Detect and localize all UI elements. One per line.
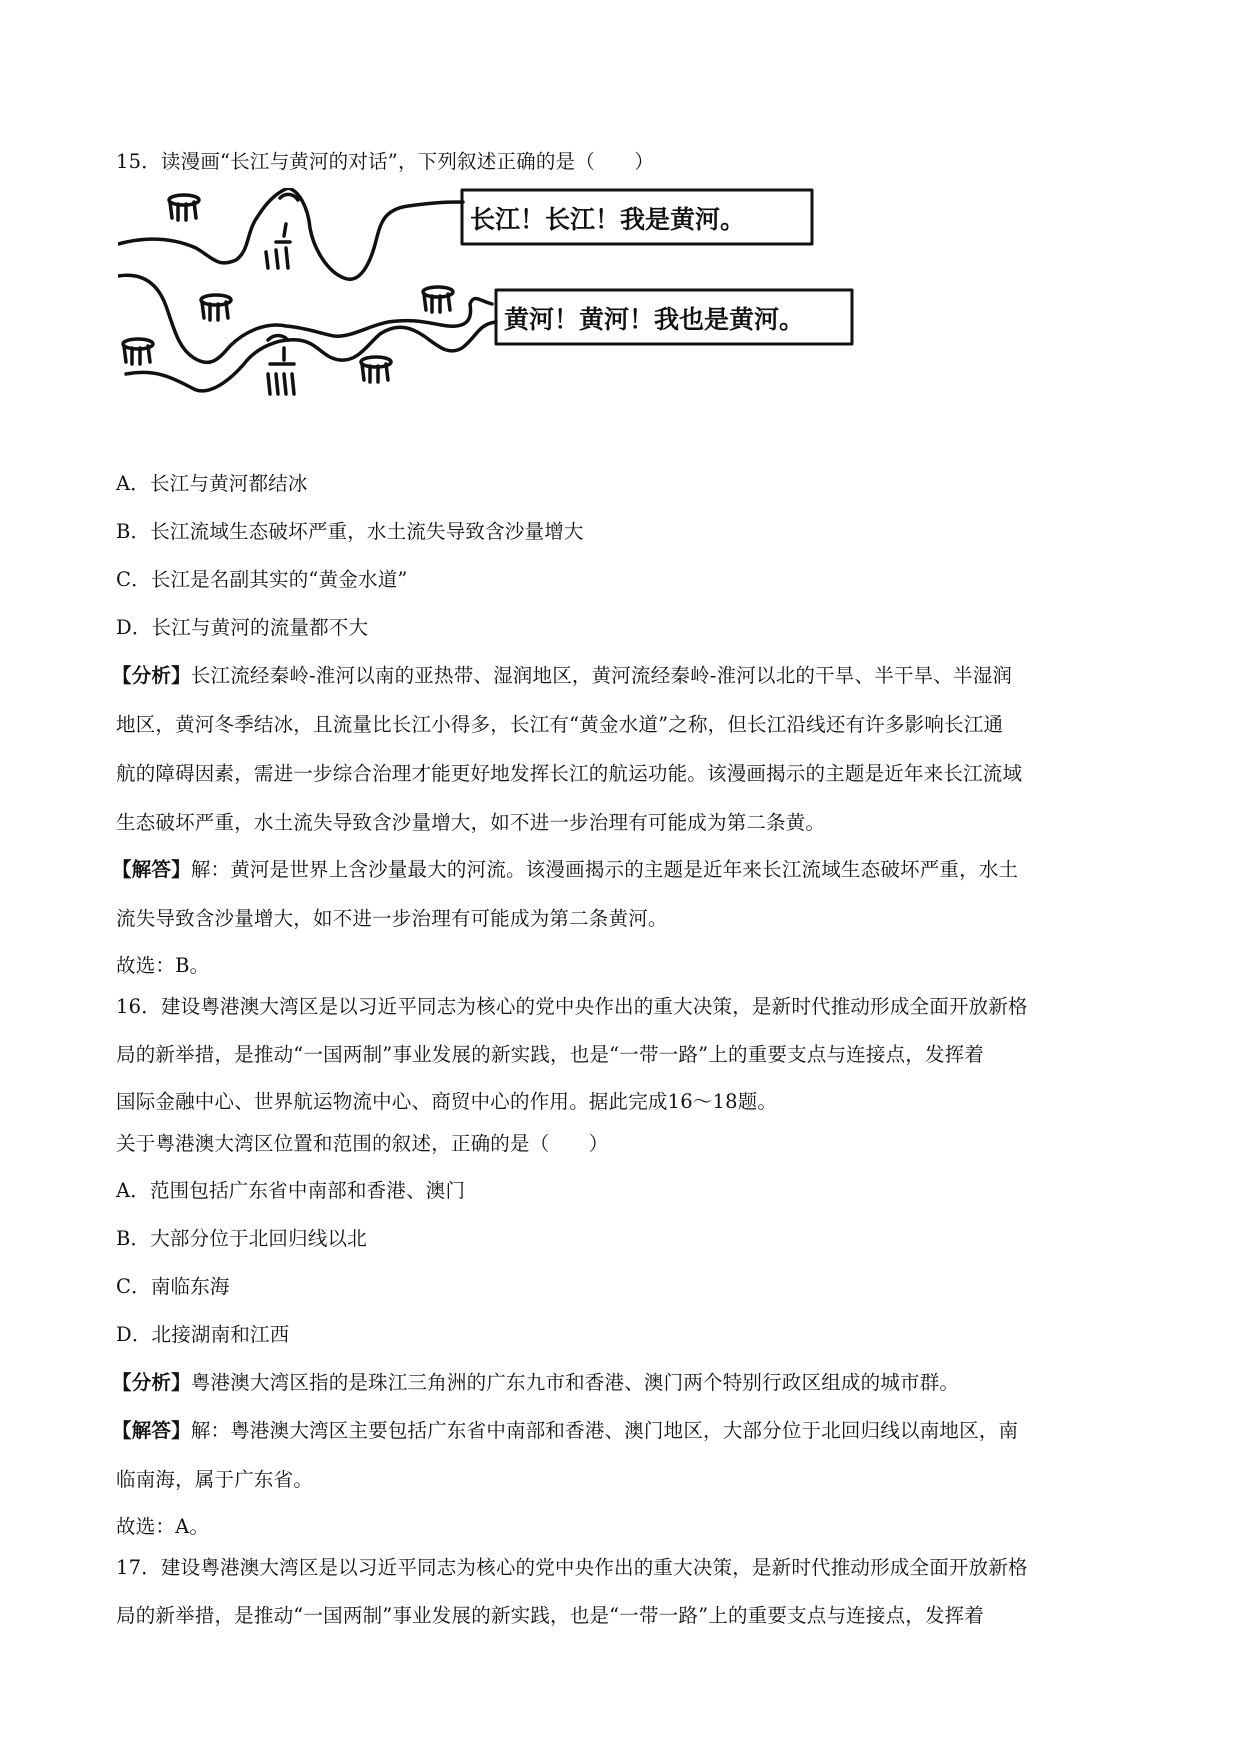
- lower-face-brow: [268, 336, 288, 341]
- lower-face-beard: [268, 374, 294, 394]
- q15-answer-text-1: 解：黄河是世界上含沙量最大的河流。该漫画揭示的主题是近年来长江流域生态破坏严重，水土: [190, 858, 1019, 881]
- q15-answer-tag: 【解答】: [112, 858, 191, 881]
- q15-analysis-line-2: 地区，黄河冬季结冰，且流量比长江小得多，长江有“黄金水道”之称，但长江沿线还有许多影响长江通: [116, 713, 1004, 736]
- upper-face-brow: [280, 194, 298, 200]
- q16-stem-line-2: 局的新举措，是推动“一国两制”事业发展的新实践，也是“一带一路”上的重要支点与连接点，发挥着: [116, 1043, 985, 1066]
- upper-face-beard: [266, 248, 288, 268]
- q15-option-a: A．长江与黄河都结冰: [116, 472, 308, 495]
- q16-choice: 故选：A。: [116, 1515, 210, 1538]
- river-dialogue-cartoon: [118, 188, 918, 450]
- q16-option-a: A．范围包括广东省中南部和香港、澳门: [116, 1179, 466, 1202]
- q15-analysis-text-1: 长江流经秦岭-淮河以南的亚热带、湿润地区，黄河流经秦岭-淮河以北的干旱、半干旱、半湿润: [190, 664, 1013, 687]
- q17-stem-line-2: 局的新举措，是推动“一国两制”事业发展的新实践，也是“一带一路”上的重要支点与连接点，发挥着: [116, 1604, 985, 1627]
- upper-face-nose: [284, 224, 286, 236]
- q15-choice: 故选：B。: [116, 954, 210, 977]
- q16-option-b: B．大部分位于北回归线以北: [116, 1227, 367, 1250]
- q16-stem-line-3: 国际金融中心、世界航运物流中心、商贸中心的作用。据此完成16～18题。: [116, 1090, 778, 1113]
- q16-analysis-line-1: [112, 1369, 1122, 1397]
- stump-icon-4: [123, 339, 153, 364]
- q16-answer-line-1: [112, 1417, 1122, 1445]
- q15-analysis-line-4: 生态破坏严重，水土流失导致含沙量增大，如不进一步治理有可能成为第二条黄。: [116, 811, 826, 834]
- q15-analysis-line-3: 航的障碍因素，需进一步综合治理才能更好地发挥长江的航运功能。该漫画揭示的主题是近年来长江流域: [116, 762, 1023, 785]
- stump-icon-5: [361, 357, 391, 382]
- q15-analysis-tag: 【分析】: [112, 664, 191, 687]
- q15-analysis-line-1: [112, 662, 1122, 690]
- speech-bubble-bottom-text: 黄河！黄河！我也是黄河。: [504, 305, 805, 334]
- stump-icon-1: [169, 195, 199, 220]
- speech-bubble-top-text: 长江！长江！我是黄河。: [470, 205, 746, 234]
- stump-icon-3: [423, 287, 453, 312]
- q16-stem-line-1: 16．建设粤港澳大湾区是以习近平同志为核心的党中央作出的重大决策，是新时代推动形成全面开放新格: [116, 995, 1028, 1018]
- q16-option-d: D．北接湖南和江西: [116, 1323, 290, 1346]
- q16-stem-line-4: 关于粤港澳大湾区位置和范围的叙述，正确的是（ ）: [116, 1132, 609, 1155]
- q16-option-c: C．南临东海: [116, 1275, 230, 1298]
- q15-answer-line-2: 流失导致含沙量增大，如不进一步治理有可能成为第二条黄河。: [116, 907, 668, 930]
- stump-icon-2: [201, 295, 231, 320]
- q15-option-d: D．长江与黄河的流量都不大: [116, 616, 369, 639]
- lower-river-outline: [126, 322, 496, 391]
- q16-analysis-text-1: 粤港澳大湾区指的是珠江三角洲的广东九市和香港、澳门两个特别行政区组成的城市群。: [190, 1371, 960, 1394]
- q15-option-c: C．长江是名副其实的“黄金水道”: [116, 568, 408, 591]
- upper-river-outline-2: [288, 188, 463, 279]
- q16-answer-tag: 【解答】: [112, 1419, 191, 1442]
- q17-stem-line-1: 17．建设粤港澳大湾区是以习近平同志为核心的党中央作出的重大决策，是新时代推动形成全面开放新格: [116, 1556, 1028, 1579]
- q16-analysis-tag: 【分析】: [112, 1371, 191, 1394]
- q15-stem: 15．读漫画“长江与黄河的对话”，下列叙述正确的是（ ）: [116, 150, 655, 173]
- q15-answer-line-1: [112, 856, 1122, 884]
- q15-option-b: B．长江流域生态破坏严重，水土流失导致含沙量增大: [116, 520, 584, 543]
- upper-river-outline: [118, 188, 288, 263]
- q16-answer-text-1: 解：粤港澳大湾区主要包括广东省中南部和香港、澳门地区，大部分位于北回归线以南地区，南: [190, 1419, 1019, 1442]
- q16-answer-line-2: 临南海，属于广东省。: [116, 1468, 314, 1491]
